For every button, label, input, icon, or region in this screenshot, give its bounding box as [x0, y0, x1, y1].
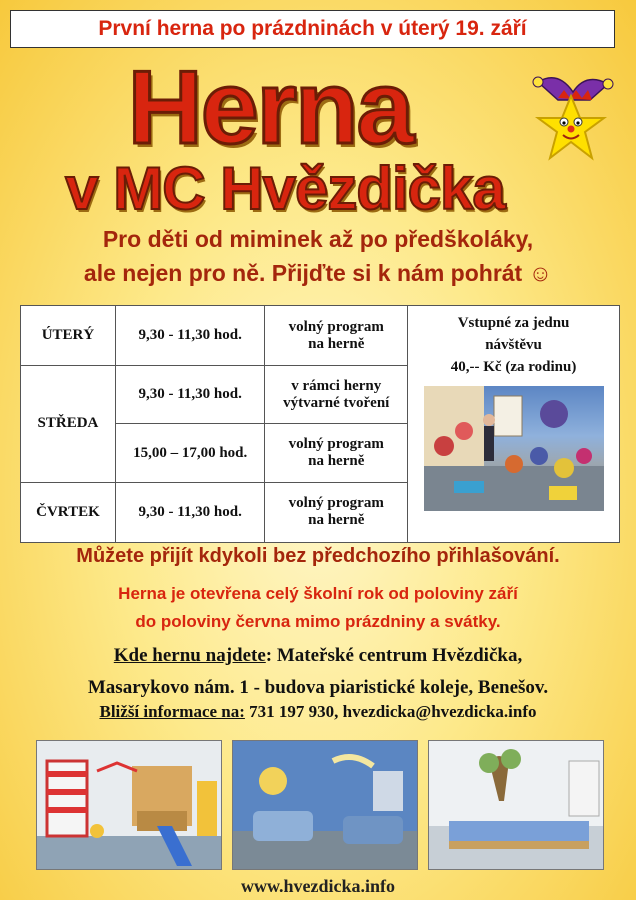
activity-line: na herně [308, 335, 365, 352]
contact-line [0, 702, 636, 722]
price-cell [408, 306, 620, 543]
time-cell: 9,30 - 11,30 hod. [115, 366, 265, 424]
main-title: Herna [127, 50, 413, 166]
top-banner: První herna po prázdninách v úterý 19. září [10, 10, 615, 48]
contact-label: Bližší informace na: [99, 702, 245, 721]
address-line-1 [0, 640, 636, 672]
activity-cell [265, 482, 408, 542]
address-line-2: Masarykovo nám. 1 - budova piaristické koleje, Benešov. [87, 677, 549, 698]
address-block [0, 640, 636, 704]
contact-email: hvezdicka@hvezdicka.info [342, 702, 537, 721]
time-cell: 9,30 - 11,30 hod. [115, 306, 265, 366]
activity-line: na herně [308, 453, 365, 470]
playroom-slide-photo [36, 740, 222, 870]
activity-line: volný program [288, 436, 384, 453]
price-line-1: Vstupné za jednu [457, 315, 570, 331]
intro-text [0, 222, 636, 290]
activity-line: na herně [308, 512, 365, 529]
time-cell: 9,30 - 11,30 hod. [115, 482, 265, 542]
schedule-table [20, 305, 620, 543]
subtitle: v MC Hvězdička [65, 155, 505, 222]
activity-line: v rámci herny [291, 377, 382, 394]
table-row [21, 306, 620, 366]
contact-phone: 731 197 930, [249, 702, 339, 721]
activity-line: výtvarné tvoření [283, 394, 390, 411]
address-value: : Mateřské centrum Hvězdička, [265, 645, 523, 666]
activity-cell [265, 366, 408, 424]
info-line-3: do poloviny června mimo prázdniny a svátky. [135, 612, 501, 631]
playroom-photo [424, 386, 604, 511]
playroom-sofa-photo [232, 740, 418, 870]
activity-line: volný program [288, 495, 384, 512]
activity-line: volný program [288, 318, 384, 335]
activity-cell [265, 424, 408, 482]
info-block [0, 580, 636, 636]
day-cell: ÚTERÝ [21, 306, 116, 366]
price-line-2: návštěvu [485, 337, 542, 353]
intro-line-2: ale nejen pro ně. Přijďte si k nám pohrát ☺ [83, 260, 553, 286]
playroom-tables-photo [428, 740, 604, 870]
info-line-1: Můžete přijít kdykoli bez předchozího přihlašování. [76, 545, 560, 567]
intro-line-1: Pro děti od miminek až po předškoláky, [102, 226, 534, 252]
day-cell: STŘEDA [21, 366, 116, 482]
time-cell: 15,00 – 17,00 hod. [115, 424, 265, 482]
activity-cell [265, 306, 408, 366]
address-label: Kde hernu najdete [113, 645, 266, 666]
jester-star-icon [528, 70, 614, 166]
price-line-3: 40,-- Kč (za rodinu) [450, 359, 577, 375]
info-line-2: Herna je otevřena celý školní rok od poloviny září [118, 584, 518, 603]
website-link[interactable]: www.hvezdicka.info [240, 876, 395, 896]
day-cell: ČVRTEK [21, 482, 116, 542]
